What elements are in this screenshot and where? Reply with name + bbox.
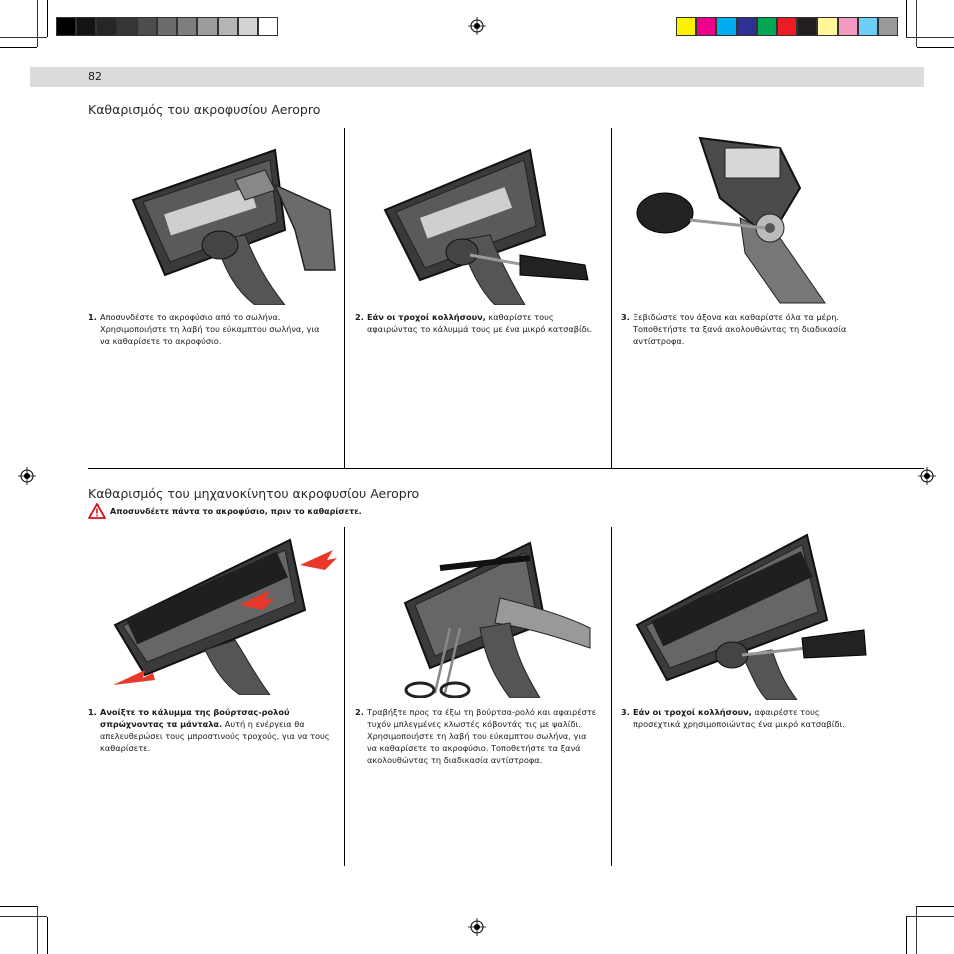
brushroll-scissors-illustration bbox=[400, 528, 595, 698]
column-divider bbox=[611, 527, 612, 866]
page-number: 82 bbox=[88, 70, 102, 83]
column-divider bbox=[344, 527, 345, 866]
registration-mark-icon bbox=[18, 467, 36, 485]
section-title-aeropro: Καθαρισμός του ακροφυσίου Aeropro bbox=[88, 102, 321, 117]
step-1-open-cover: 1. Ανοίξτε το κάλυμμα της βούρτσας-ρολού σπρώχνοντας τα μάνταλα. Αυτή η ενέργεια θα απελευθερώσει τους μπροστινούς τροχούς, για να τους καθαρίσετε. bbox=[88, 707, 330, 753]
color-swatch bbox=[258, 17, 278, 36]
wheel-cover-screwdriver-illustration bbox=[380, 130, 592, 305]
registration-mark-icon bbox=[468, 17, 486, 35]
color-swatch bbox=[177, 17, 197, 36]
nozzle-detach-illustration bbox=[125, 130, 337, 305]
brush-cover-latches-illustration bbox=[105, 530, 340, 695]
color-swatch bbox=[137, 17, 157, 36]
step-2-wheels: 2. Εάν οι τροχοί κολλήσουν, καθαρίστε τους αφαιρώντας το κάλυμμά τους με ένα μικρό κατσαβίδι. bbox=[355, 312, 593, 334]
color-swatch bbox=[696, 17, 716, 36]
color-swatch bbox=[56, 17, 76, 36]
color-swatch bbox=[157, 17, 177, 36]
color-swatch bbox=[117, 17, 137, 36]
color-swatch bbox=[817, 17, 837, 36]
color-swatch bbox=[777, 17, 797, 36]
section-divider bbox=[88, 468, 924, 469]
color-swatch bbox=[197, 17, 217, 36]
wheel-remove-screwdriver-illustration bbox=[632, 530, 867, 700]
color-swatch bbox=[737, 17, 757, 36]
section-title-powered-aeropro: Καθαρισμός του μηχανοκίνητου ακροφυσίου Aeropro bbox=[88, 486, 420, 501]
step-3-axle: 3. Ξεβιδώστε τον άξονα και καθαρίστε όλα τα μέρη. Τοποθετήστε τα ξανά ακολουθώντας τη διαδικασία αντίστροφα. bbox=[621, 312, 847, 346]
color-swatch bbox=[757, 17, 777, 36]
registration-mark-icon bbox=[918, 467, 936, 485]
color-swatch bbox=[716, 17, 736, 36]
color-swatch bbox=[238, 17, 258, 36]
step-1-detach: 1. Αποσυνδέστε το ακροφύσιο από το σωλήνα. Χρησιμοποιήστε τη λαβή του εύκαμπτου σωλήνα, για να καθαρίσετε το ακροφύσιο. bbox=[88, 312, 320, 346]
warning-triangle-icon bbox=[88, 503, 106, 519]
warning-text: Αποσυνδέετε πάντα το ακροφύσιο, πριν το καθαρίσετε. bbox=[110, 507, 362, 516]
page-header-bar bbox=[30, 67, 924, 87]
color-swatch bbox=[838, 17, 858, 36]
axle-unscrew-illustration bbox=[630, 128, 830, 306]
column-divider bbox=[611, 128, 612, 468]
step-3-wheels: 3. Εάν οι τροχοί κολλήσουν, αφαιρέστε τους προσεχτικά χρησιμοποιώντας ένα μικρό κατσαβίδι. bbox=[621, 707, 845, 729]
color-swatch bbox=[96, 17, 116, 36]
step-2-brushroll: 2. Τραβήξτε προς τα έξω τη βούρτσα-ρολό και αφαιρέστε τυχόν μπλεγμένες κλωστές κόβοντάς τις με ψαλίδι. Χρησιμοποιήστε τη λαβή του εύκαμπτου σωλήνα, για να καθαρίσετε το ακροφύσιο. Τοποθετήστε τα ξανά ακολουθώντας τη διαδικασία αντίστροφα. bbox=[355, 707, 597, 765]
color-swatch bbox=[878, 17, 898, 36]
color-swatch bbox=[218, 17, 238, 36]
color-swatch bbox=[676, 17, 696, 36]
column-divider bbox=[344, 128, 345, 468]
color-swatch bbox=[76, 17, 96, 36]
registration-mark-icon bbox=[468, 918, 486, 936]
color-swatch bbox=[858, 17, 878, 36]
color-swatch bbox=[797, 17, 817, 36]
